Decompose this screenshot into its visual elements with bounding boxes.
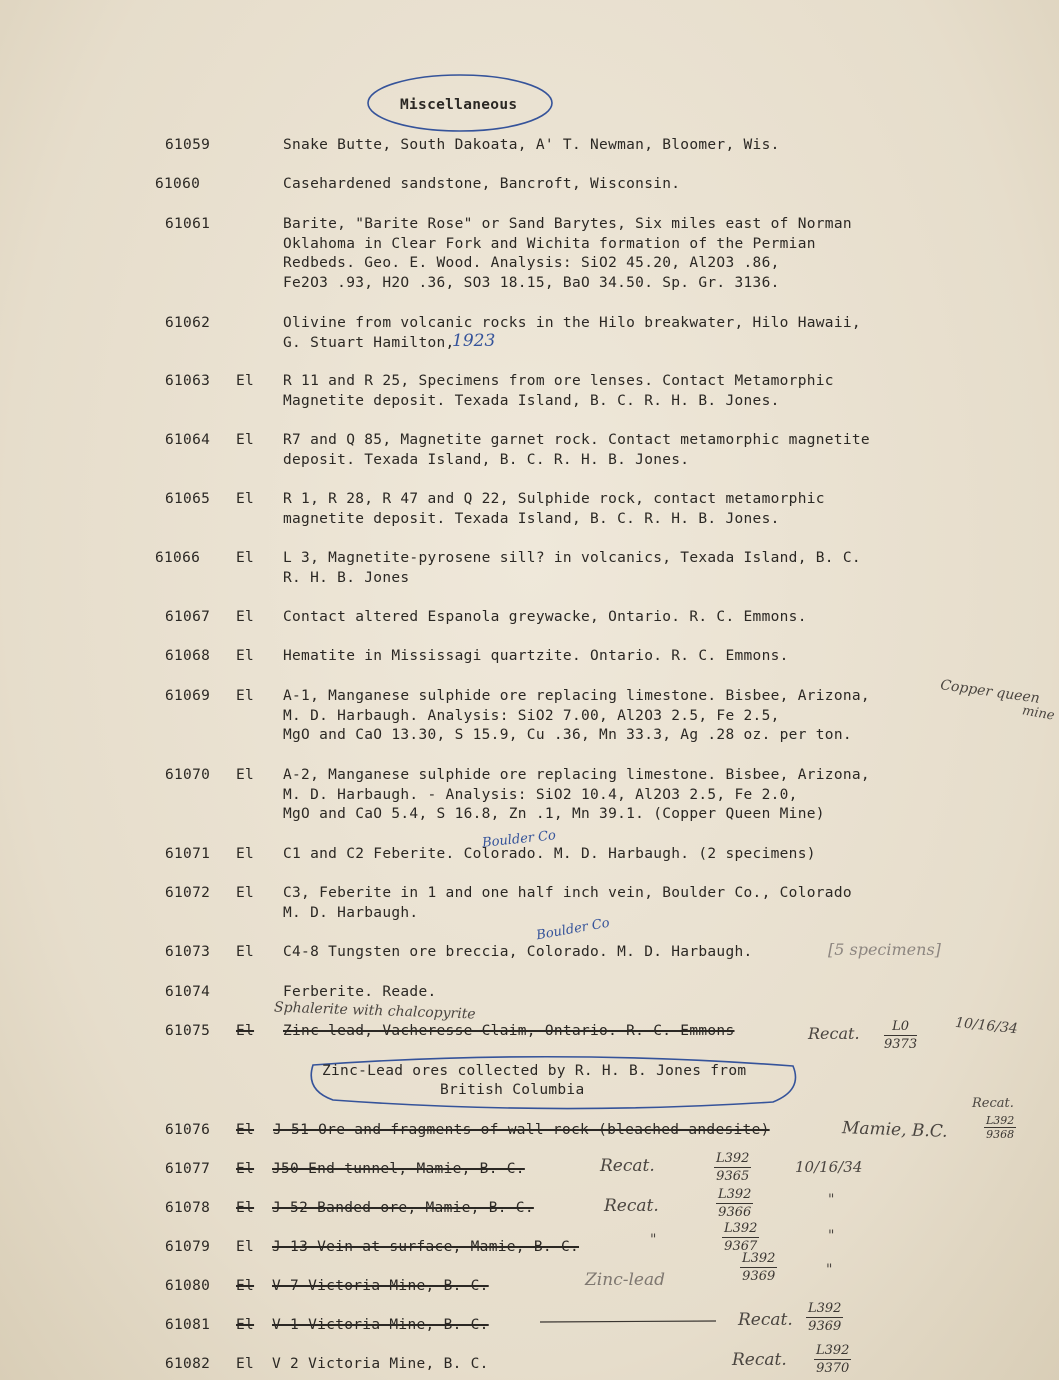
annotation-fraction-61081: $\frac{L392}{9369}$ [808,1301,842,1334]
entry-text-line: G. Stuart Hamilton, [283,334,455,351]
entry-number: 61070 [165,767,211,783]
entry-text-line: Snake Butte, South Dakoata, A' T. Newman, Bloomer, Wis. [283,137,780,153]
entry-number: 61062 [165,315,211,331]
entry-number: 61081 [165,1317,211,1333]
entry-text-line: J 52 Banded ore, Mamie, B. C. [272,1200,534,1216]
entry-text-line: Ferberite. Reade. [283,984,437,1000]
entry-code: El [236,1161,255,1177]
entry-code: El [236,1239,255,1255]
entry-text-line: MgO and CaO 13.30, S 15.9, Cu .36, Mn 33.3, Ag .28 oz. per ton. [283,727,852,744]
entry-text-line: J 51 Ore and fragments of wall rock (bleached andesite) [273,1122,770,1138]
entry-code: El [236,1278,255,1294]
entry-text-line: Fe2O3 .93, H2O .36, SO3 18.15, BaO 34.50. Sp. Gr. 3136. [283,274,780,291]
entry-number: 61073 [165,944,211,960]
entry-text-line: M. D. Harbaugh. Analysis: SiO2 7.00, Al2O3 2.5, Fe 2.5, [283,707,780,724]
entry-code: El [236,767,255,783]
entry-number: 61077 [165,1161,211,1177]
entry-text-line: J 13 Vein at surface, Mamie, B. C. [272,1239,580,1255]
annotation-fraction-61078: $\frac{L392}{9366}$ [718,1187,752,1220]
entry-text-line: MgO and CaO 5.4, S 16.8, Zn .1, Mn 39.1. (Copper Queen Mine) [283,806,825,823]
entry-code: El [236,1356,255,1372]
entry-text-line: R7 and Q 85, Magnetite garnet rock. Contact metamorphic magnetite [283,432,870,448]
annotation-date-61075: 10/16/34 [954,1014,1019,1038]
entry-text-line: deposit. Texada Island, B. C. R. H. B. Jones. [283,451,690,468]
entry-text-line: V 7 Victoria Mine, B. C. [272,1278,489,1294]
annotation-year: 1923 [452,331,496,351]
annotation-mamie: Mamie, B.C. [841,1118,948,1142]
annotation-ditto-61080: " [826,1262,833,1278]
entry-number: 61065 [165,491,211,507]
entry-text-line: A-2, Manganese sulphide ore replacing limestone. Bisbee, Arizona, [283,767,870,783]
entry-number: 61060 [155,176,201,192]
annotation-recat-61081: Recat. [738,1310,793,1330]
annotation-ditto-61079-b: " [828,1228,835,1244]
entry-number: 61064 [165,432,211,448]
annotation-recat-61078: Recat. [604,1196,659,1216]
annotation-recat-61075: Recat. [808,1024,860,1043]
entry-text-line: M. D. Harbaugh. - Analysis: SiO2 10.4, Al2O3 2.5, Fe 2.0, [283,786,798,803]
entry-text-line: V 1 Victoria Mine, B. C. [272,1317,489,1333]
entry-number: 61066 [155,550,201,566]
annotation-fraction-61082: $\frac{L392}{9370}$ [816,1343,850,1376]
entry-text-line: Barite, "Barite Rose" or Sand Barytes, Six miles east of Norman [283,216,852,232]
entry-text-line: L 3, Magnetite-pyrosene sill? in volcanics, Texada Island, B. C. [283,550,861,566]
entry-text-line: C3, Feberite in 1 and one half inch vein, Boulder Co., Colorado [283,885,852,901]
entry-text-line: Magnetite deposit. Texada Island, B. C. R. H. B. Jones. [283,392,780,409]
entry-number: 61067 [165,609,211,625]
entry-number: 61080 [165,1278,211,1294]
annotation-fraction-61079: $\frac{L392}{9367}$ [724,1221,758,1254]
entry-text-line: Casehardened sandstone, Bancroft, Wisconsin. [283,176,681,192]
section-oval [303,1050,803,1112]
entry-code: El [236,550,255,566]
page-title: Miscellaneous [400,97,518,113]
entry-code: El [236,432,255,448]
section-title-line-1: Zinc-Lead ores collected by R. H. B. Jones from [322,1063,747,1079]
annotation-recat-61077: Recat. [600,1156,655,1176]
entry-text-line: Hematite in Mississagi quartzite. Ontario. R. C. Emmons. [283,648,789,664]
entry-code: El [236,491,255,507]
entry-text-line: Contact altered Espanola greywacke, Ontario. R. C. Emmons. [283,609,807,625]
entry-number: 61072 [165,885,211,901]
entry-text-line: R 11 and R 25, Specimens from ore lenses. Contact Metamorphic [283,373,834,389]
entry-code: El [236,1023,255,1039]
entry-text-line: Zinc-lead, Vacheresse Claim, Ontario. R. C. Emmons [283,1023,735,1039]
entry-text-line: C4-8 Tungsten ore breccia, Colorado. M. D. Harbaugh. [283,944,753,960]
entry-number: 61071 [165,846,211,862]
annotation-sphalerite: Sphalerite with chalcopyrite [273,999,476,1023]
entry-text-line: R 1, R 28, R 47 and Q 22, Sulphide rock, contact metamorphic [283,491,825,507]
annotation-recat-61082: Recat. [732,1350,787,1370]
annotation-fraction-61075: $\frac{L0}{9373}$ [884,1019,918,1052]
entry-text-line: J50 End tunnel, Mamie, B. C. [272,1161,525,1177]
annotation-boulder-co-2: Boulder Co [535,915,611,944]
annotation-date-61077: 10/16/34 [795,1158,863,1176]
entry-number: 61074 [165,984,211,1000]
annotation-zinc-lead: Zinc-lead [585,1270,665,1290]
entry-number: 61069 [165,688,211,704]
entry-text-line: A-1, Manganese sulphide ore replacing limestone. Bisbee, Arizona, [283,688,870,704]
entry-text-line: M. D. Harbaugh. [283,904,419,921]
annotation-fraction-61080: $\frac{L392}{9369}$ [742,1251,776,1284]
entry-code: El [236,885,255,901]
entry-number: 61059 [165,137,211,153]
annotation-copper-queen: Copper queen [939,677,1041,707]
entry-code: El [236,373,255,389]
entry-number: 61078 [165,1200,211,1216]
entry-code: El [236,688,255,704]
entry-code: El [236,1122,255,1138]
entry-code: El [236,944,255,960]
annotation-ditto-61078: " [828,1192,835,1208]
section-title-line-2: British Columbia [440,1082,585,1098]
annotation-fraction-61077: $\frac{L392}{9365}$ [716,1151,750,1184]
entry-number: 61076 [165,1122,211,1138]
entry-number: 61061 [165,216,211,232]
entry-text-line: magnetite deposit. Texada Island, B. C. R. H. B. Jones. [283,510,780,527]
entry-number: 61079 [165,1239,211,1255]
entry-text-line: C1 and C2 Feberite. Colorado. M. D. Harbaugh. (2 specimens) [283,846,816,862]
annotation-fraction-61076: $\frac{L392}{9368}$ [986,1114,1015,1141]
entry-code: El [236,648,255,664]
annotation-five-specimens: [5 specimens] [828,940,941,959]
annotation-mine: mine [1020,703,1056,724]
entry-code: El [236,1317,255,1333]
pencil-strike-line [540,1318,720,1326]
entry-text-line: Redbeds. Geo. E. Wood. Analysis: SiO2 45.20, Al2O3 .86, [283,255,780,272]
entry-number: 61075 [165,1023,211,1039]
entry-number: 61082 [165,1356,211,1372]
annotation-boulder-co-1: Boulder Co [481,828,557,851]
entry-text-line: Olivine from volcanic rocks in the Hilo breakwater, Hilo Hawaii, [283,315,861,331]
entry-text-line: V 2 Victoria Mine, B. C. [272,1356,489,1372]
entry-text-line: Oklahoma in Clear Fork and Wichita formation of the Permian [283,235,816,252]
entry-number: 61068 [165,648,211,664]
entry-text-line: R. H. B. Jones [283,569,410,586]
entry-code: El [236,609,255,625]
annotation-recat-61076: Recat. [972,1096,1014,1111]
entry-code: El [236,846,255,862]
annotation-ditto-61079-a: " [650,1232,657,1248]
entry-code: El [236,1200,255,1216]
entry-number: 61063 [165,373,211,389]
